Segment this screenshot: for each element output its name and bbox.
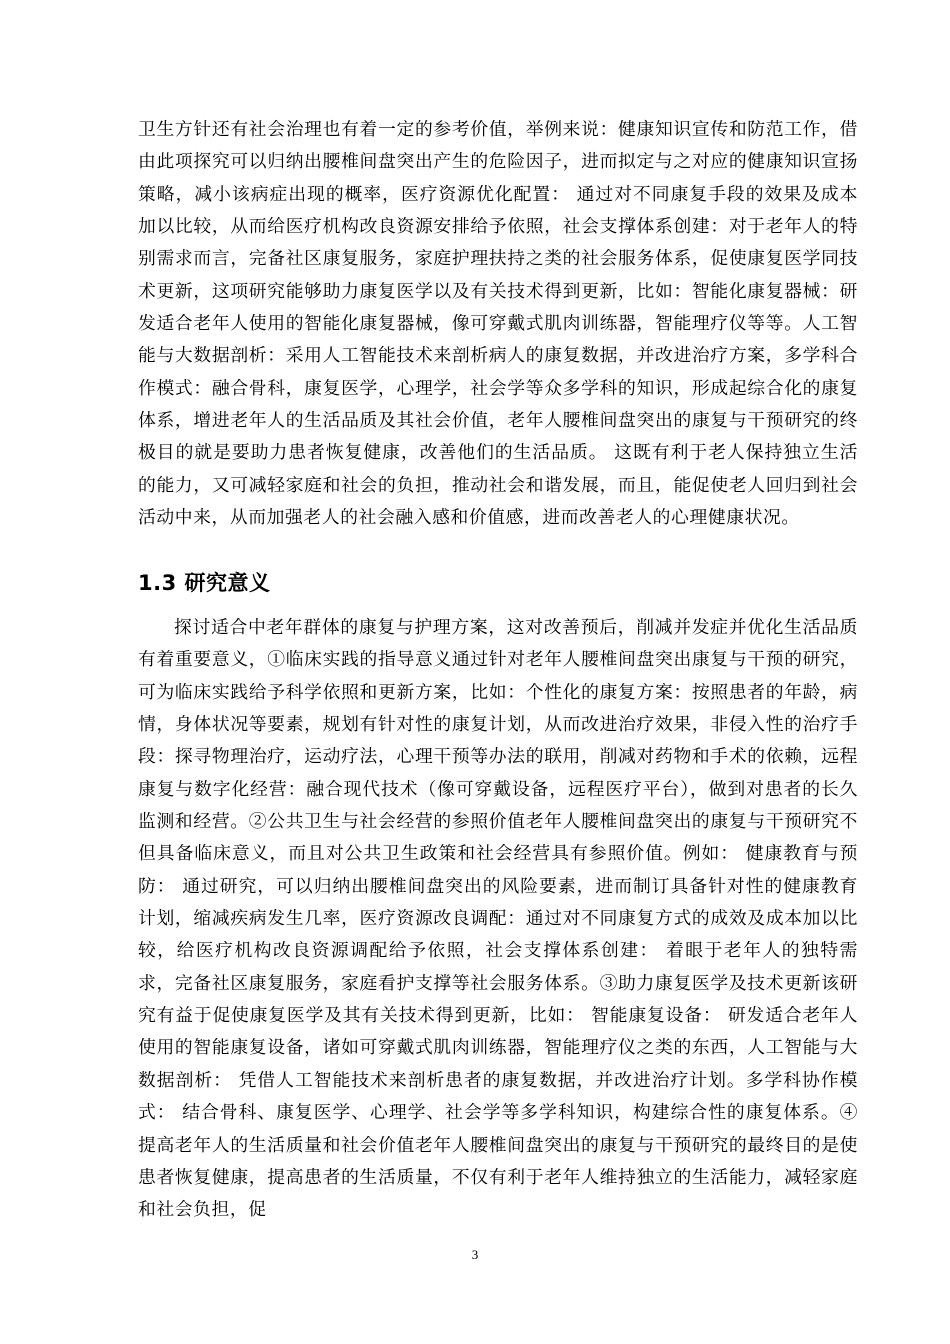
section-heading: 1.3 研究意义 [138, 571, 271, 595]
page-number: 3 [471, 1247, 479, 1262]
body-paragraph-continued: 卫生方针还有社会治理也有着一定的参考价值，举例来说：健康知识宣传和防范工作，借由此项探究可以归纳出腰椎间盘突出产生的危险因子，进而拟定与之对应的健康知识宣扬策略，减小该病症出现的概率，医疗资源优化配置： 通过对不同康复手段的效果及成本加以比较，从而给医疗机构改良资源安排给予依照，社会支撑体系创建：对于老年人的特别需求而言，完备社区康复服务，家庭护理扶持之类的社会服务体系，促使康复医学同技术更新，这项研究能够助力康复医学以及有关技术得到更新，比如：智能化康复器械：研发适合老年人使用的智能化康复器械，像可穿戴式肌肉训练器，智能理疗仪等等。人工智能与大数据剖析：采用人工智能技术来剖析病人的康复数据，并改进治疗方案，多学科合作模式：融合骨科，康复医学，心理学，社会学等众多学科的知识，形成起综合化的康复体系，增进老年人的生活品质及其社会价值，老年人腰椎间盘突出的康复与干预研究的终极目的就是要助力患者恢复健康，改善他们的生活品质。 这既有利于老人保持独立生活的能力，又可减轻家庭和社会的负担，推动社会和谐发展，而且，能促使老人回归到社会活动中来，从而加强老人的社会融入感和价值感，进而改善老人的心理健康状况。 [138, 119, 858, 529]
body-paragraph-research-significance: 探讨适合中老年群体的康复与护理方案，这对改善预后，削减并发症并优化生活品质有着重要意义，①临床实践的指导意义通过针对老年人腰椎间盘突出康复与干预的研究，可为临床实践给予科学依照和更新方案，比如：个性化的康复方案：按照患者的年龄，病情，身体状况等要素，规划有针对性的康复计划，从而改进治疗效果，非侵入性的治疗手段：探寻物理治疗，运动疗法，心理干预等办法的联用，削减对药物和手术的依赖，远程康复与数字化经营：融合现代技术（像可穿戴设备，远程医疗平台），做到对患者的长久监测和经营。②公共卫生与社会经营的参照价值老年人腰椎间盘突出的康复与干预研究不但具备临床意义，而且对公共卫生政策和社会经营具有参照价值。例如： 健康教育与预防： 通过研究，可以归纳出腰椎间盘突出的风险要素，进而制订具备针对性的健康教育计划，缩减疾病发生几率，医疗资源改良调配：通过对不同康复方式的成效及成本加以比较，给医疗机构改良资源调配给予依照，社会支撑体系创建： 着眼于老年人的独特需求，完备社区康复服务，家庭看护支撑等社会服务体系。③助力康复医学及技术更新该研究有益于促使康复医学及其有关技术得到更新，比如： 智能康复设备： 研发适合老年人使用的智能康复设备，诸如可穿戴式肌肉训练器，智能理疗仪之类的东西，人工智能与大数据剖析： 凭借人工智能技术来剖析患者的康复数据，并改进治疗计划。多学科协作模式： 结合骨科、康复医学、心理学、社会学等多学科知识，构建综合性的康复体系。④提高老年人的生活质量和社会价值老年人腰椎间盘突出的康复与干预研究的最终目的是使患者恢复健康，提高患者的生活质量，不仅有利于老年人维持独立的生活能力，减轻家庭和社会负担，促 [138, 617, 858, 1221]
